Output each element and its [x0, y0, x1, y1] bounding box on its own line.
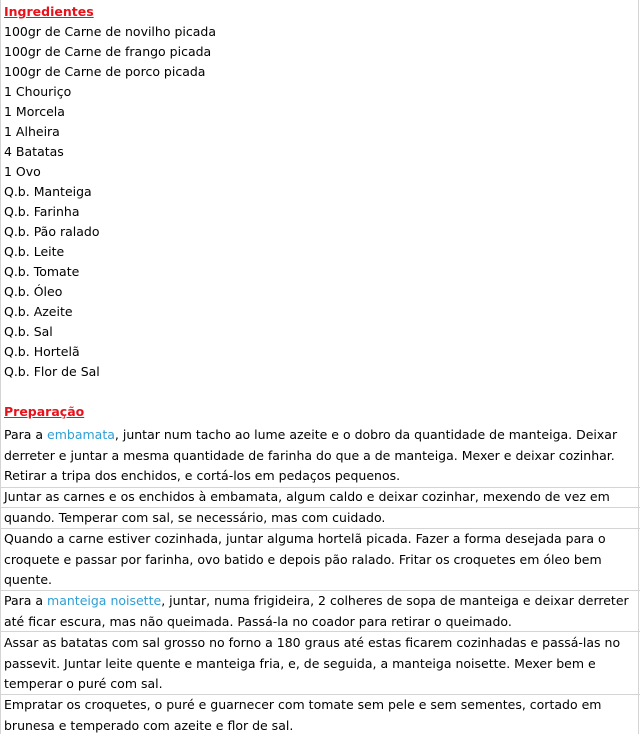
preparation-step [4, 591, 636, 632]
ingredient-item: Q.b. Sal [4, 324, 53, 339]
ingredients-heading: Ingredientes [4, 4, 94, 19]
ingredient-item: 100gr de Carne de porco picada [4, 64, 206, 79]
ingredient-item: 4 Batatas [4, 144, 64, 159]
embamata-link[interactable]: embamata [47, 427, 115, 442]
ingredient-item: 1 Alheira [4, 124, 60, 139]
preparation-heading: Preparação [4, 404, 85, 419]
step-text: Para a [4, 593, 48, 608]
ingredient-item: Q.b. Manteiga [4, 184, 92, 199]
preparation-step [4, 633, 636, 695]
ingredient-item: 1 Morcela [4, 104, 65, 119]
step-text: , juntar, numa frigideira, 2 colheres de sopa de manteiga e deixar derreter até ficar escura, mas não queimada. Passá-la no coador para retirar o queimado. [4, 593, 629, 629]
row-divider [1, 631, 640, 632]
preparation-step [4, 487, 636, 528]
step-text: Retirar a tripa dos enchidos, e cortá-los em pedaços pequenos. [4, 468, 401, 483]
manteiga-noisette-link[interactable]: manteiga noisette [47, 593, 162, 608]
preparation-step [4, 529, 636, 591]
step-text: Empratar os croquetes, o puré e guarnecer com tomate sem pele e sem sementes, cortado em brunesa e temperado com azeite e flor de sal. [4, 697, 602, 733]
preparation-step [4, 695, 636, 736]
step-text: Quando a carne estiver cozinhada, juntar alguma hortelã picada. Fazer a forma desejada para o croquete e passar por farinha, ovo batido e depois pão ralado. Fritar os croquetes em óleo bem quente. [4, 531, 606, 587]
step-text: , juntar num tacho ao lume azeite e o dobro da quantidade de manteiga. Deixar derreter e juntar a mesma quantidade de farinha do que a de manteiga. Mexer e deixar cozinhar. [4, 427, 618, 463]
ingredient-item: Q.b. Leite [4, 244, 65, 259]
ingredient-item: Q.b. Farinha [4, 204, 80, 219]
ingredient-item: Q.b. Azeite [4, 304, 73, 319]
ingredient-item: 100gr de Carne de novilho picada [4, 24, 216, 39]
ingredient-item: 100gr de Carne de frango picada [4, 44, 212, 59]
ingredient-item: Q.b. Tomate [4, 264, 80, 279]
step-text: Para a [4, 427, 48, 442]
ingredient-item: 1 Ovo [4, 164, 41, 179]
ingredient-item: Q.b. Hortelã [4, 344, 80, 359]
ingredient-item: Q.b. Óleo [4, 284, 63, 299]
ingredient-item: Q.b. Pão ralado [4, 224, 100, 239]
step-text: Juntar as carnes e os enchidos à embamata, algum caldo e deixar cozinhar, mexendo de vez em quando. Temperar com sal, se necessário, mas com cuidado. [4, 489, 610, 525]
ingredient-item: Q.b. Flor de Sal [4, 364, 100, 379]
preparation-step [4, 425, 636, 466]
preparation-step [4, 466, 636, 487]
step-text: Assar as batatas com sal grosso no forno a 180 graus até estas ficarem cozinhadas e passá-las no passevit. Juntar leite quente e manteiga fria, e, de seguida, a manteiga noisette. Mexer bem e temperar o puré com sal. [4, 635, 621, 691]
ingredient-item: 1 Chouriço [4, 84, 72, 99]
